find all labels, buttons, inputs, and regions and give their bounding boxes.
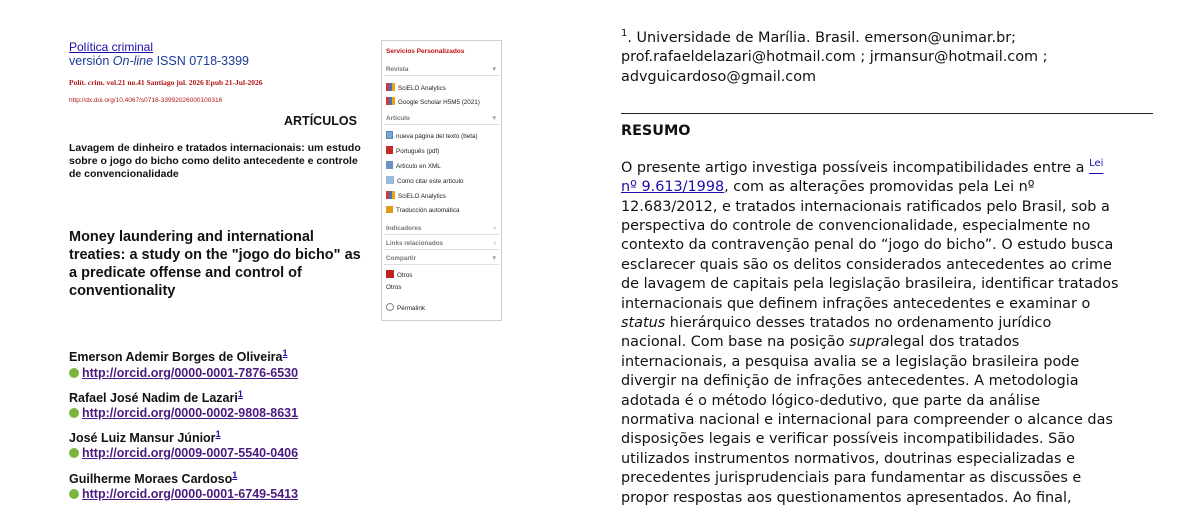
journal-citation: Polít. crim. vol.21 no.41 Santiago jul. 2026 Epub 21-Jul-2026 <box>69 78 263 87</box>
share-icon <box>386 270 394 278</box>
affiliation-line: prof.rafaeldelazari@hotmail.com ; jrmansur@hotmail.com ; <box>621 49 1048 66</box>
google-scholar-link[interactable]: Google Scholar H5M5 (2021) <box>386 97 480 107</box>
orcid-icon <box>69 368 79 378</box>
journal-doi[interactable]: http://dx.doi.org/10.4067/s0718-33992026000100316 <box>69 97 223 104</box>
affiliation-ref-link[interactable]: 1 <box>232 470 238 480</box>
orcid-row <box>69 487 298 501</box>
author-name: Guilherme Moraes Cardoso$^1$ <box>69 470 238 487</box>
xml-link[interactable]: Artículo en XML <box>386 161 441 171</box>
share-others-link[interactable]: Otros <box>386 270 412 280</box>
services-title: Servicios Personalizados <box>386 48 465 55</box>
title-portuguese: Lavagem de dinheiro e tratados internacionais: um estudo sobre o jogo do bicho como delito antecedente e controle de convencionalidade <box>69 142 361 180</box>
orcid-link[interactable]: http://orcid.org/0000-0002-9808-8631 <box>82 406 299 420</box>
journal-name-link[interactable]: Política criminal <box>69 40 154 54</box>
chevron-left-icon: ‹ <box>493 225 496 232</box>
author-name: Rafael José Nadim de Lazari$^1$ <box>69 389 243 406</box>
new-text-page-link[interactable]: nueva página del texto (beta) <box>386 131 478 141</box>
section-indicadores[interactable]: Indicadores ‹ <box>384 224 499 235</box>
orcid-link[interactable]: http://orcid.org/0009-0007-5540-0406 <box>82 446 299 460</box>
translate-icon <box>386 206 393 213</box>
author-name: José Luiz Mansur Júnior$^1$ <box>69 429 221 446</box>
affiliation-ref-link[interactable]: 1 <box>237 389 243 399</box>
affiliation-line: advguicardoso@gmail.com <box>621 68 817 85</box>
services-panel <box>381 40 502 321</box>
chart-icon <box>386 83 395 91</box>
section-compartir[interactable]: Compartir ▾ <box>384 254 499 265</box>
author-name: Emerson Ademir Borges de Oliveira$^1$ <box>69 348 288 365</box>
title-english: Money laundering and international treaties: a study on the "jogo do bicho" as a predicate offense and control of conventionality <box>69 229 361 299</box>
chart-icon <box>386 97 395 105</box>
share-others-text-link[interactable]: Otros <box>386 284 402 291</box>
pdf-link[interactable]: Português (pdf) <box>386 146 439 156</box>
affiliation-ref-link[interactable]: 1 <box>215 429 221 439</box>
scielo-analytics-link[interactable]: SciELO Analytics <box>386 83 446 93</box>
orcid-icon <box>69 489 79 499</box>
article-analytics-link[interactable]: SciELO Analytics <box>386 191 446 201</box>
journal-version <box>69 54 249 68</box>
affiliation-number: 1 <box>621 28 628 39</box>
law-link[interactable]: nº 9.613/1998 <box>621 179 725 196</box>
cite-icon <box>386 176 394 184</box>
affiliation-ref-link[interactable]: 1 <box>282 348 288 358</box>
xml-icon <box>386 161 393 169</box>
pdf-icon <box>386 146 393 154</box>
cite-link[interactable]: Como citar este artículo <box>386 176 464 186</box>
chart-icon <box>386 191 395 199</box>
chevron-left-icon: ‹ <box>493 240 496 247</box>
auto-translation-link[interactable]: Traducción automática <box>386 206 459 216</box>
resumo-heading: RESUMO <box>621 123 691 139</box>
permalink-link[interactable]: Permalink <box>386 303 425 313</box>
journal-issn: ISSN 0718-3399 <box>156 54 249 68</box>
orcid-row <box>69 366 298 380</box>
section-divider <box>621 113 1153 114</box>
law-link[interactable]: Lei <box>1089 158 1104 169</box>
orcid-link[interactable]: http://orcid.org/0000-0001-6749-5413 <box>82 487 299 501</box>
section-links[interactable]: Links relacionados ‹ <box>384 239 499 250</box>
section-label: ARTÍCULOS <box>284 114 357 128</box>
version-online: On-line <box>112 54 154 68</box>
orcid-link[interactable]: http://orcid.org/0000-0001-7876-6530 <box>82 366 299 380</box>
chevron-down-icon: ▾ <box>492 66 496 73</box>
link-icon <box>386 303 394 311</box>
document-icon <box>386 131 393 139</box>
orcid-row <box>69 406 298 420</box>
orcid-icon <box>69 448 79 458</box>
section-articulo[interactable]: Articulo ▾ <box>384 114 499 125</box>
chevron-down-icon: ▾ <box>492 255 496 262</box>
affiliation-line: . Universidade de Marília. Brasil. emerson@unimar.br; <box>627 29 1016 46</box>
chevron-down-icon: ▾ <box>492 115 496 122</box>
orcid-row <box>69 446 298 460</box>
resumo-text: O presente artigo investiga possíveis incompatibilidades entre a $^{Lei}$ nº 9.613/1998, com as alterações promovidas pela Lei nº 12.683/2012, e tratados internacionais ratificados pelo Brasil, sob a perspectiva do controle de convencionalidade, especialmente no contexto da contravenção penal do “jogo do bicho”. O estudo busca esclarecer quais são os delitos considerados antecedentes ao crime de lavagem de capitais pela legislação brasileira, identificar tratados internacionais que definem infrações antecedentes e examinar o status hierárquico desses tratados no ordenamento jurídico nacional. Com base na posição supralegal dos tratados internacionais, a pesquisa avalia se a legislação brasileira pode divergir na definição de infrações antecedentes. A metodologia adotada é o método lógico-dedutivo, que parte da análise normativa nacional e internacional para compreender o alcance das disposições legais e verificar possíveis incompatibilidades. São utilizados instrumentos normativos, doutrinas especializadas e precedentes jurisprudenciais para fundamentar as discussões e propor respostas aos questionamentos apresentados. Ao final, <box>621 158 1119 506</box>
orcid-icon <box>69 408 79 418</box>
section-revista[interactable]: Revista ▾ <box>384 65 499 76</box>
article-body-column <box>621 0 1196 520</box>
version-prefix: versión <box>69 54 110 68</box>
affiliation-block <box>621 24 1181 87</box>
